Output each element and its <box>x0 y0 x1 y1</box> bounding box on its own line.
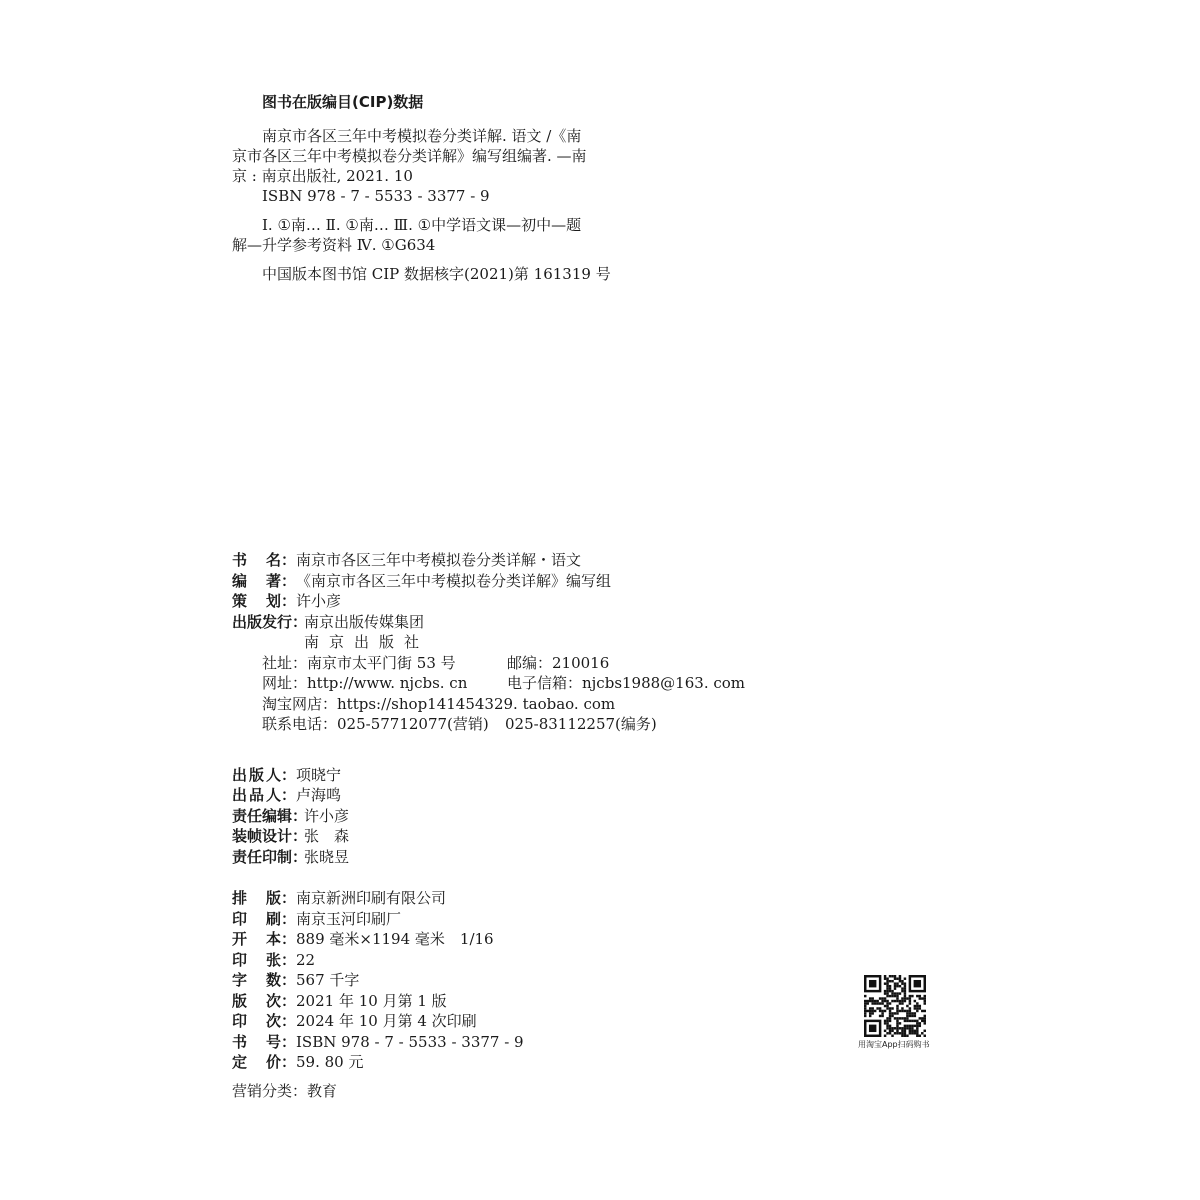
cip-line: 京市各区三年中考模拟卷分类详解》编写组编著. —南 <box>232 147 587 165</box>
field-label: 印 刷： <box>232 909 296 928</box>
field-label: 定 价： <box>232 1053 296 1071</box>
imprint-row-website <box>232 673 792 694</box>
phone-edit-value: 025-83112257(编务) <box>505 715 657 733</box>
editor-value: 《南京市各区三年中考模拟卷分类详解》编写组 <box>296 571 612 590</box>
field-label: 策 划： <box>232 592 296 610</box>
field-label: 开 本： <box>232 930 296 948</box>
website-link[interactable]: 网址：http://www. njcbs. cn <box>262 674 468 692</box>
staff-row <box>232 785 792 806</box>
imprint-row-book-name <box>232 550 792 571</box>
field-label: 出 品 人： <box>232 786 296 804</box>
field-value: 张 森 <box>304 827 350 845</box>
marketing-category: 营销分类：教育 <box>232 1082 338 1100</box>
cip-line: 南京市各区三年中考模拟卷分类详解. 语文 /《南 <box>262 127 582 145</box>
staff-row <box>232 806 792 827</box>
field-value: 2021 年 10 月第 1 版 <box>296 991 447 1010</box>
field-value: 项晓宁 <box>296 765 342 784</box>
field-value: 567 千字 <box>296 971 360 989</box>
cip-line: ISBN 978 - 7 - 5533 - 3377 - 9 <box>262 187 490 205</box>
field-value: ISBN 978 - 7 - 5533 - 3377 - 9 <box>296 1032 524 1051</box>
imprint-row-publisher <box>232 612 792 633</box>
planner-value: 许小彦 <box>296 592 342 610</box>
field-label: 责任编辑： <box>232 806 308 825</box>
field-value: 卢海鸣 <box>296 786 342 804</box>
field-value: 张晓昱 <box>304 847 350 866</box>
taobao-link[interactable]: 淘宝网店：https://shop141454329. taobao. com <box>262 694 616 713</box>
staff-row <box>232 765 792 786</box>
field-value: 许小彦 <box>304 806 350 825</box>
field-label: 排 版： <box>232 889 296 907</box>
qr-code-icon[interactable] <box>864 975 926 1037</box>
address-value: 社址：南京市太平门街 53 号 <box>262 653 456 672</box>
cip-line: 解—升学参考资料 Ⅳ. ①G634 <box>232 236 436 254</box>
spec-row <box>232 1032 792 1053</box>
staff-row <box>232 847 792 868</box>
spec-row <box>232 929 792 950</box>
publisher-sub-value: 南京出版社 <box>304 633 430 651</box>
field-label: 书 号： <box>232 1032 296 1051</box>
field-label: 责任印制： <box>232 847 308 866</box>
cip-block <box>232 92 632 284</box>
spec-list <box>232 888 792 1073</box>
field-label: 出 版 人： <box>232 765 296 784</box>
field-label: 编 著： <box>232 571 296 590</box>
field-value: 889 毫米×1194 毫米 1/16 <box>296 930 494 948</box>
email-link[interactable]: 电子信箱：njcbs1988@163. com <box>507 674 746 692</box>
postcode-value: 邮编：210016 <box>507 653 610 672</box>
field-label: 印 张： <box>232 950 296 969</box>
field-label: 字 数： <box>232 971 296 989</box>
imprint-row-address <box>232 653 792 674</box>
field-value: 南京新洲印刷有限公司 <box>296 889 447 907</box>
publisher-value: 南京出版传媒集团 <box>304 612 425 631</box>
cip-line: 京 : 南京出版社, 2021. 10 <box>232 167 413 185</box>
spec-row <box>232 991 792 1012</box>
spec-row <box>232 950 792 971</box>
spec-row <box>232 1052 792 1073</box>
field-label: 出版发行： <box>232 612 308 631</box>
imprint-block <box>232 550 792 1073</box>
qr-caption: 用淘宝App扫码购书 <box>858 1040 930 1049</box>
field-label: 印 次： <box>232 1012 296 1030</box>
field-value: 南京玉河印刷厂 <box>296 909 402 928</box>
field-label: 装帧设计： <box>232 827 308 845</box>
spec-row <box>232 888 792 909</box>
spec-row <box>232 970 792 991</box>
cip-approval-number: 中国版本图书馆 CIP 数据核字(2021)第 161319 号 <box>262 265 611 283</box>
spec-row <box>232 909 792 930</box>
book-name-value: 南京市各区三年中考模拟卷分类详解・语文 <box>296 551 582 569</box>
staff-row <box>232 826 792 847</box>
imprint-row-planner <box>232 591 792 612</box>
qr-block <box>858 975 948 1050</box>
phone-sales-value: 联系电话：025-57712077(营销) <box>262 715 489 733</box>
cip-title: 图书在版编目(CIP)数据 <box>262 93 424 111</box>
staff-list <box>232 765 792 868</box>
cip-line: Ⅰ. ①南… Ⅱ. ①南… Ⅲ. ①中学语文课—初中—题 <box>262 216 582 234</box>
field-label: 书 名： <box>232 551 296 569</box>
spec-row <box>232 1011 792 1032</box>
field-value: 22 <box>296 950 316 969</box>
field-value: 2024 年 10 月第 4 次印刷 <box>296 1012 477 1030</box>
field-value: 59. 80 元 <box>296 1053 364 1071</box>
imprint-row-phone <box>232 714 792 735</box>
imprint-row-editor <box>232 571 792 592</box>
field-label: 版 次： <box>232 991 296 1010</box>
